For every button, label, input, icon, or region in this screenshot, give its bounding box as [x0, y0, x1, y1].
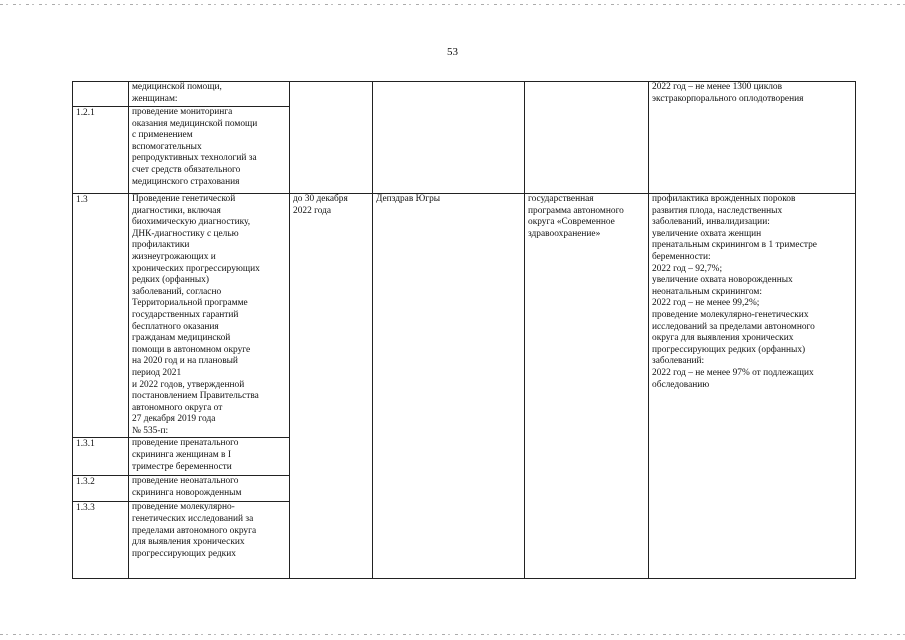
table-row: [73, 82, 856, 107]
activity-cell: Проведение генетической диагностики, включая биохимическую диагностику, ДНК-диагностику с целью профилактики жизнеугрожающих и хронических прогрессирующих редких (орфанных) заболеваний, согласно Территориальной программе государственных гарантий бесплатного оказания гражданам медицинской помощи в автономном округе на 2020 год и на плановый период 2021 и 2022 годов, утвержденной постановлением Правительства автономного округа от 27 декабря 2019 года № 535-п:: [129, 194, 290, 438]
result-cell: профилактика врожденных пороков развития плода, наследственных заболеваний, инвалидизации: увеличение охвата женщин пренатальным скринингом в 1 триместре беременности: 2022 год – 92,7%; увеличение охвата новорожденных неонатальным скринингом: 2022 год – не менее 99,2%; проведение молекулярно-генетических исследований за пределами автономного округа для выявления хронических прогрессирующих редких (орфанных) заболеваний: 2022 год – не менее 97% от подлежащих обследованию: [649, 194, 856, 579]
deadline-cell: [290, 82, 373, 194]
row-number: 1.3: [73, 194, 129, 438]
scan-bottom-edge: [0, 634, 905, 635]
activity-cell: проведение мониторинга оказания медицинской помощи с применением вспомогательных репродуктивных технологий за счет средств обязательного медицинского страхования: [129, 107, 290, 194]
responsible-cell: [373, 82, 525, 194]
row-number: 1.3.2: [73, 476, 129, 502]
scan-top-edge: [0, 4, 905, 5]
table-row: [73, 194, 856, 438]
page-number: 53: [447, 46, 458, 58]
row-number: 1.3.1: [73, 438, 129, 476]
row-number: 1.3.3: [73, 502, 129, 579]
activity-cell: проведение пренатального скрининга женщинам в I триместре беременности: [129, 438, 290, 476]
measures-table: [72, 81, 856, 579]
program-cell: [525, 82, 649, 194]
activity-cell: проведение неонатального скрининга новорожденным: [129, 476, 290, 502]
result-cell: 2022 год – не менее 1300 циклов экстракорпорального оплодотворения: [649, 82, 856, 194]
deadline-cell: до 30 декабря 2022 года: [290, 194, 373, 579]
row-number: 1.2.1: [73, 107, 129, 194]
program-cell: государственная программа автономного округа «Современное здравоохранение»: [525, 194, 649, 579]
activity-cell: медицинской помощи, женщинам:: [129, 82, 290, 107]
activity-cell: проведение молекулярно- генетических исследований за пределами автономного округа для выявления хронических прогрессирующих редких: [129, 502, 290, 579]
row-number: [73, 82, 129, 107]
responsible-cell: Депздрав Югры: [373, 194, 525, 579]
